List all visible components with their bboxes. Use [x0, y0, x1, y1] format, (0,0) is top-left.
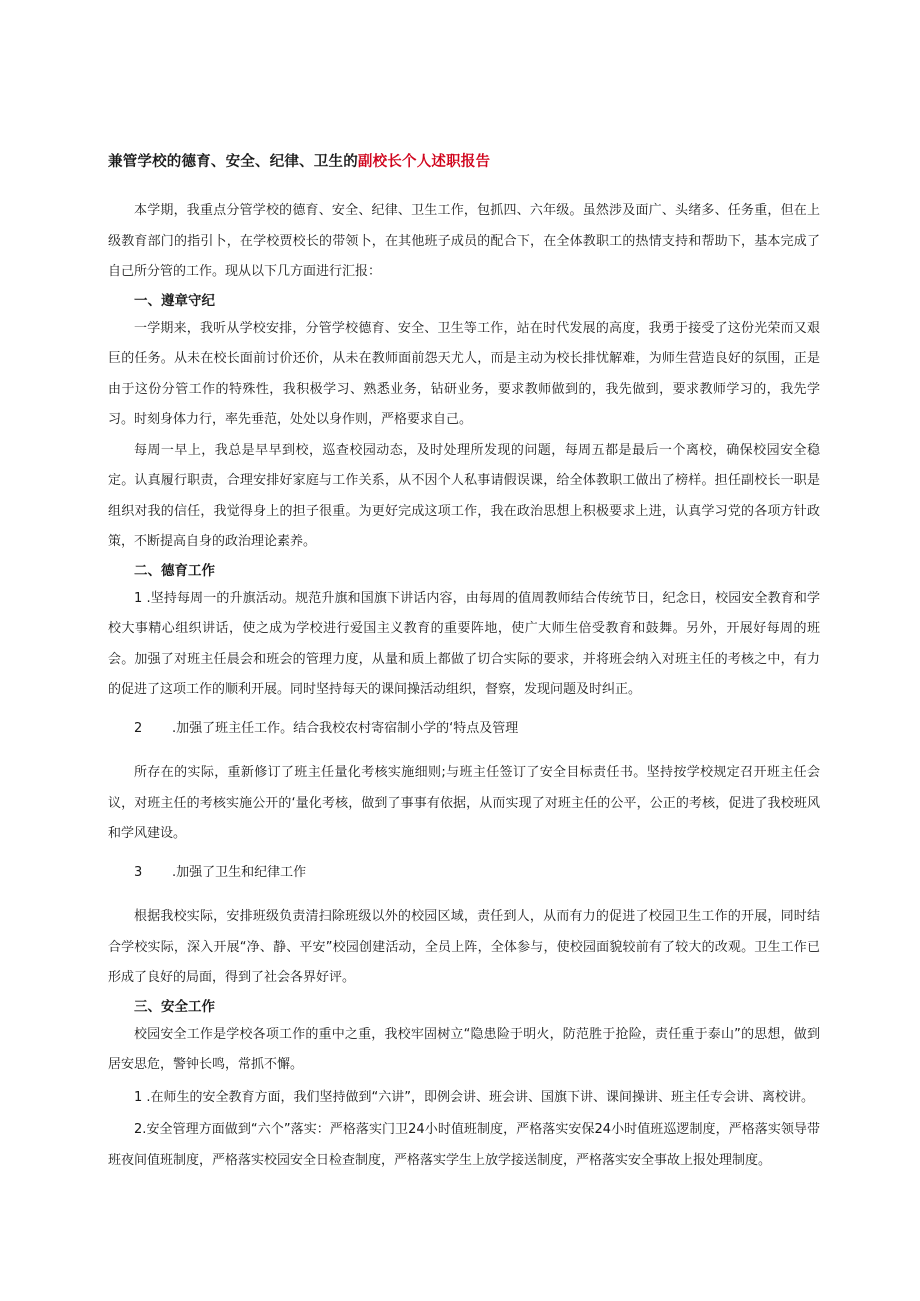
moral-item-1: 1 .坚持每周一的升旗活动。规范升旗和国旗下讲话内容，由每周的值周教师结合传统节日，纪念日，校园安全教育和学校大事精心组织讲话，使之成为学校进行爱国主义教育的重要阵地，使广大师生倍受教育和鼓舞。另外，开展好每周的班会。加强了对班主任晨会和班会的管理力度，从量和质上都做了切合实际的要求，并将班会纳入对班主任的考核之中，有力的促进了这项工作的顺利开展。同时坚持每天的课间操活动组织，督察，发现问题及时纠正。 [108, 590, 820, 697]
moral-item-3-number: 3 [134, 864, 143, 880]
moral-item-2-heading [108, 714, 820, 745]
moral-item-3-heading [108, 858, 820, 889]
safety-item-1: 1 .在师生的安全教育方面，我们坚持做到“六讲”，即例会讲、班会讲、国旗下讲、课间操讲、班主任专会讲、离校讲。 [134, 1089, 815, 1105]
section-heading-discipline: 一、遵章守纪 [134, 292, 215, 309]
safety-intro: 校园安全工作是学校各项工作的重中之重，我校牢固树立“隐患险于明火，防范胜于抢险，责任重于泰山”的思想，做到居安思危，警钟长鸣，常抓不懈。 [108, 1026, 820, 1072]
moral-item-2-body: 所存在的实际，重新修订了班主任量化考核实施细则;与班主任签订了安全目标责任书。坚持按学校规定召开班主任会议，对班主任的考核实施公开的‘量化考核，做到了事事有依据，从而实现了对班主任的公平，公正的考核，促进了我校班风和学风建设。 [108, 765, 820, 841]
document-body [108, 196, 820, 1176]
section1-paragraph-1: 一学期来，我听从学校安排，分管学校德育、安全、卫生等工作，站在时代发展的高度，我勇于接受了这份光荣而又艰巨的任务。从未在校长面前讨价还价，从未在教师面前怨天尤人，而是主动为校长排忧解难，为师生营造良好的氛围，正是由于这份分管工作的特殊性，我积极学习、熟悉业务，钻研业务，要求教师做到的，我先做到，要求教师学习的，我先学习。时刻身体力行，率先垂范，处处以身作则，严格要求自己。 [108, 320, 820, 427]
document-title [108, 150, 490, 171]
title-prefix: 兼管学校的德育、安全、纪律、卫生的 [108, 154, 358, 170]
moral-item-2-title: .加强了班主任工作。结合我校农村寄宿制小学的‘特点及管理 [172, 720, 519, 736]
moral-item-2-number: 2 [134, 720, 143, 736]
section1-paragraph-2: 每周一早上，我总是早早到校，巡查校园动态，及时处理所发现的问题，每周五都是最后一个离校，确保校园安全稳定。认真履行职责，合理安排好家庭与工作关系，从不因个人私事请假误课，给全体教职工做出了榜样。担任副校长一职是组织对我的信任，我觉得身上的担子很重。为更好完成这项工作，我在政治思想上积极要求上进，认真学习党的各项方针政策，不断提高自身的政治理论素养。 [108, 442, 820, 549]
section-heading-safety: 三、安全工作 [134, 998, 215, 1015]
intro-paragraph: 本学期，我重点分管学校的德育、安全、纪律、卫生工作，包抓四、六年级。虽然涉及面广、头绪多、任务重，但在上级教育部门的指引卜，在学校贾校长的带领卜，在其他班子成员的配合下，在全体教职工的热情支持和帮助下，基本完成了自己所分管的工作。现从以下几方面进行汇报： [108, 203, 820, 279]
title-highlight: 副校长个人述职报告 [357, 154, 491, 170]
moral-item-3-title: .加强了卫生和纪律工作 [172, 864, 307, 880]
safety-item-2: 2.安全管理方面做到“六个”落实：严格落实门卫24小时值班制度，严格落实安保24小时值班巡逻制度，严格落实领导带班夜间值班制度，严格落实校园安全日检查制度，严格落实学生上放学接送制度，严格落实安全事故上报处理制度。 [108, 1122, 820, 1168]
section-heading-moral: 二、德育工作 [134, 562, 215, 579]
moral-item-3-body: 根据我校实际，安排班级负责清扫除班级以外的校园区域，责任到人，从而有力的促进了校园卫生工作的开展，同时结合学校实际，深入开展“净、静、平安”校园创建活动，全员上阵，全体参与，使校园面貌较前有了较大的改观。卫生工作已形成了良好的局面，得到了社会各界好评。 [108, 909, 820, 985]
